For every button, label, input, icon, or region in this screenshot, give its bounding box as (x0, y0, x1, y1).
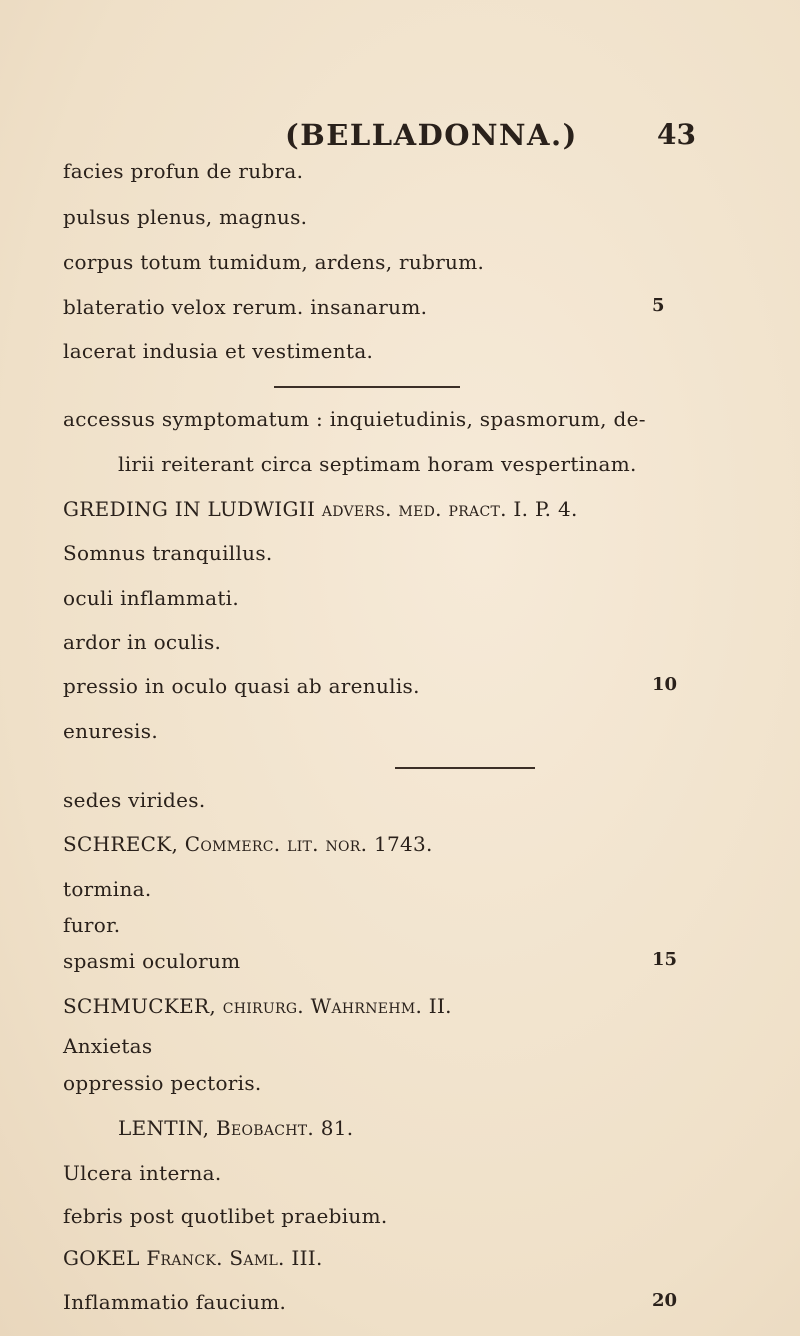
citation-line: GREDING IN LUDWIGII advers. med. pract. I. P. 4. (63, 497, 578, 521)
text-line: spasmi oculorum (63, 949, 241, 973)
margin-line-number: 15 (652, 949, 678, 970)
text-line: pressio in oculo quasi ab arenulis. (63, 674, 420, 698)
text-line: Inflammatio faucium. (63, 1290, 287, 1314)
running-title: (BELLADONNA.) (285, 118, 578, 152)
text-line: accessus symptomatum : inquietudinis, spasmorum, de- (63, 407, 646, 431)
text-line: sedes virides. (63, 788, 206, 812)
citation-line: LENTIN, Beobacht. 81. (118, 1116, 354, 1140)
text-line: tormina. (63, 877, 152, 901)
text-line: blateratio velox rerum. insanarum. (63, 295, 428, 319)
text-line: Anxietas (63, 1034, 153, 1058)
text-line: oculi inflammati. (63, 586, 240, 610)
margin-line-number: 10 (652, 674, 678, 695)
text-line: oppressio pectoris. (63, 1071, 262, 1095)
text-line: ardor in oculis. (63, 630, 222, 654)
citation-line: SCHMUCKER, chirurg. Wahrnehm. II. (63, 994, 452, 1018)
section-divider (274, 386, 460, 388)
text-line: corpus totum tumidum, ardens, rubrum. (63, 250, 485, 274)
margin-line-number: 20 (652, 1290, 678, 1311)
text-line: furor. (63, 913, 121, 937)
text-line: facies profun de rubra. (63, 159, 304, 183)
text-line: lacerat indusia et vestimenta. (63, 339, 374, 363)
text-line: enuresis. (63, 719, 158, 743)
margin-line-number: 5 (652, 295, 665, 316)
section-divider (395, 767, 535, 769)
text-line: Somnus tranquillus. (63, 541, 273, 565)
text-line: lirii reiterant circa septimam horam vespertinam. (118, 452, 637, 476)
text-line: febris post quotlibet praebium. (63, 1204, 388, 1228)
text-line: pulsus plenus, magnus. (63, 205, 308, 229)
text-line: Ulcera interna. (63, 1161, 222, 1185)
page-number: 43 (657, 118, 696, 151)
citation-line: SCHRECK, Commerc. lit. nor. 1743. (63, 832, 433, 856)
citation-line: GOKEL Franck. Saml. III. (63, 1246, 323, 1270)
